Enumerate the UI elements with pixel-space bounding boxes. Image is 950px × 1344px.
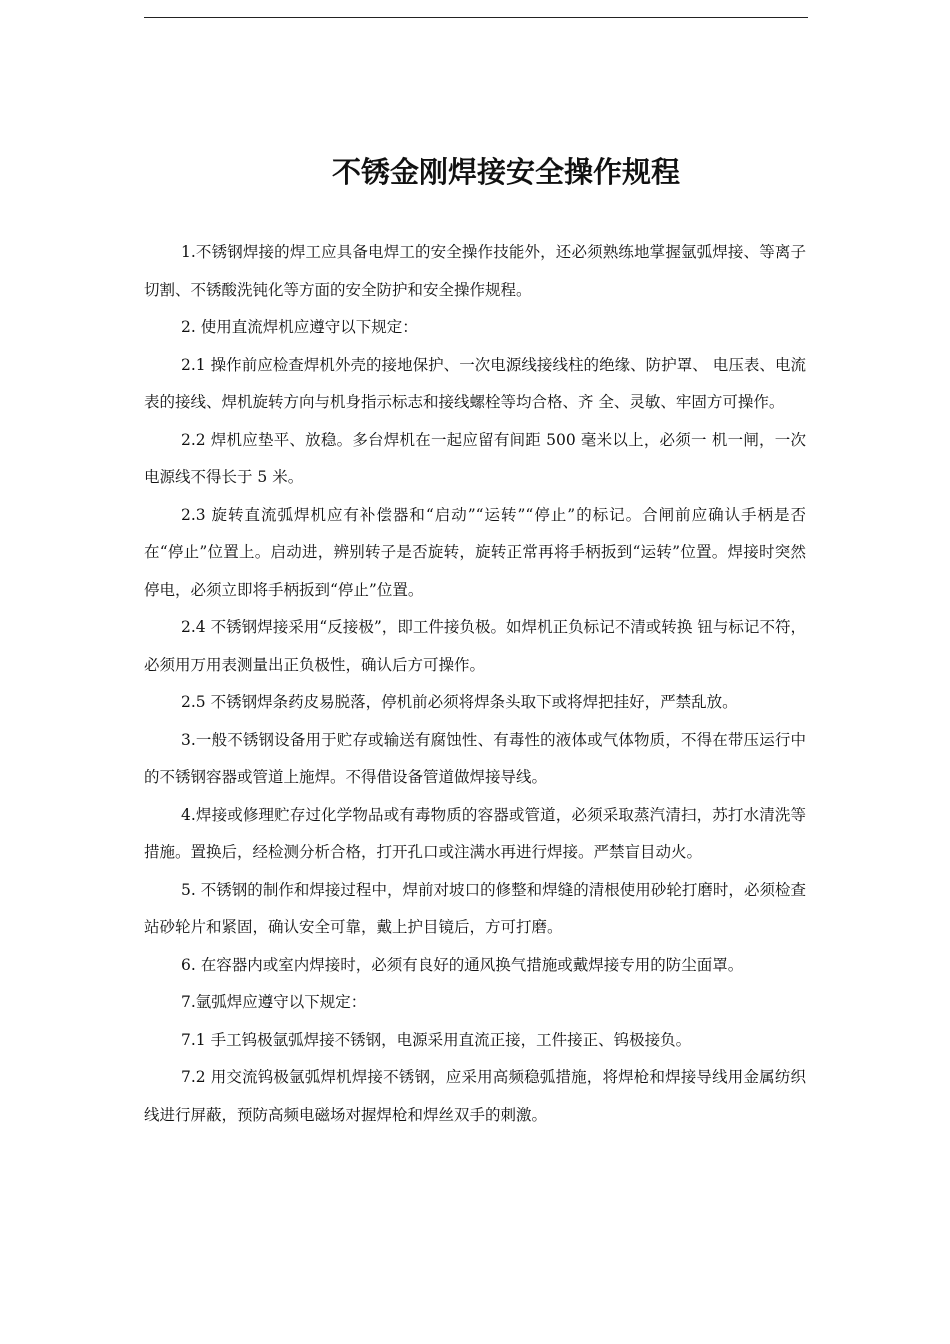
paragraph-5: 5. 不锈钢的制作和焊接过程中，焊前对坡口的修整和焊缝的清根使用砂轮打磨时，必须检查站砂轮片和紧固，确认安全可靠，戴上护目镜后，方可打磨。 [144, 880, 806, 936]
header-rule [144, 17, 808, 18]
paragraph-6: 6. 在容器内或室内焊接时，必须有良好的通风换气措施或戴焊接专用的防尘面罩。 [181, 955, 744, 974]
paragraph-1: 1.不锈钢焊接的焊工应具备电焊工的安全操作技能外，还必须熟练地掌握氩弧焊接、等离子切割、不锈酸洗钝化等方面的安全防护和安全操作规程。 [144, 243, 806, 299]
paragraph-7-2: 7.2 用交流钨极氩弧焊机焊接不锈钢，应采用高频稳弧措施，将焊枪和焊接导线用金属纺织线进行屏蔽，预防高频电磁场对握焊枪和焊丝双手的刺激。 [144, 1068, 806, 1124]
paragraph-7-1: 7.1 手工钨极氩弧焊接不锈钢，电源采用直流正接，工件接正、钨极接负。 [181, 1030, 692, 1049]
paragraph-2-4: 2.4 不锈钢焊接采用“反接极”，即工件接负极。如焊机正负标记不清或转换 钮与标记不符，必须用万用表测量出正负极性，确认后方可操作。 [144, 618, 806, 674]
paragraph-2-3: 2.3 旋转直流弧焊机应有补偿器和“启动”“运转”“停止”的标记。合闸前应确认手柄是否在“停止”位置上。启动进，辨别转子是否旋转，旋转正常再将手柄扳到“运转”位置。焊接时突然停电，必须立即将手柄扳到“停止”位置。 [144, 505, 806, 599]
paragraph-3: 3.一般不锈钢设备用于贮存或输送有腐蚀性、有毒性的液体或气体物质，不得在带压运行中的不锈钢容器或管道上施焊。不得借设备管道做焊接导线。 [144, 730, 806, 786]
paragraph-2-5: 2.5 不锈钢焊条药皮易脱落，停机前必须将焊条头取下或将焊把挂好，严禁乱放。 [181, 693, 738, 711]
paragraph-4: 4.焊接或修理贮存过化学物品或有毒物质的容器或管道，必须采取蒸汽清扫，苏打水清洗等措施。置换后，经检测分析合格，打开孔口或注满水再进行焊接。严禁盲目动火。 [144, 805, 806, 861]
paragraph-7: 7.氩弧焊应遵守以下规定： [181, 993, 367, 1011]
paragraph-2: 2. 使用直流焊机应遵守以下规定： [181, 318, 418, 336]
paragraph-2-1: 2.1 操作前应检查焊机外壳的接地保护、一次电源线接线柱的绝缘、防护罩、 电压表、电流表的接线、焊机旋转方向与机身指示标志和接线螺栓等均合格、齐 全、灵敏、牢固方可操作。 [144, 355, 806, 411]
document-body [144, 234, 806, 1134]
document-title: 不锈金刚焊接安全操作规程 [331, 155, 680, 189]
paragraph-2-2: 2.2 焊机应垫平、放稳。多台焊机在一起应留有间距 500 毫米以上，必须一 机一闸，一次电源线不得长于 5 米。 [144, 430, 806, 486]
